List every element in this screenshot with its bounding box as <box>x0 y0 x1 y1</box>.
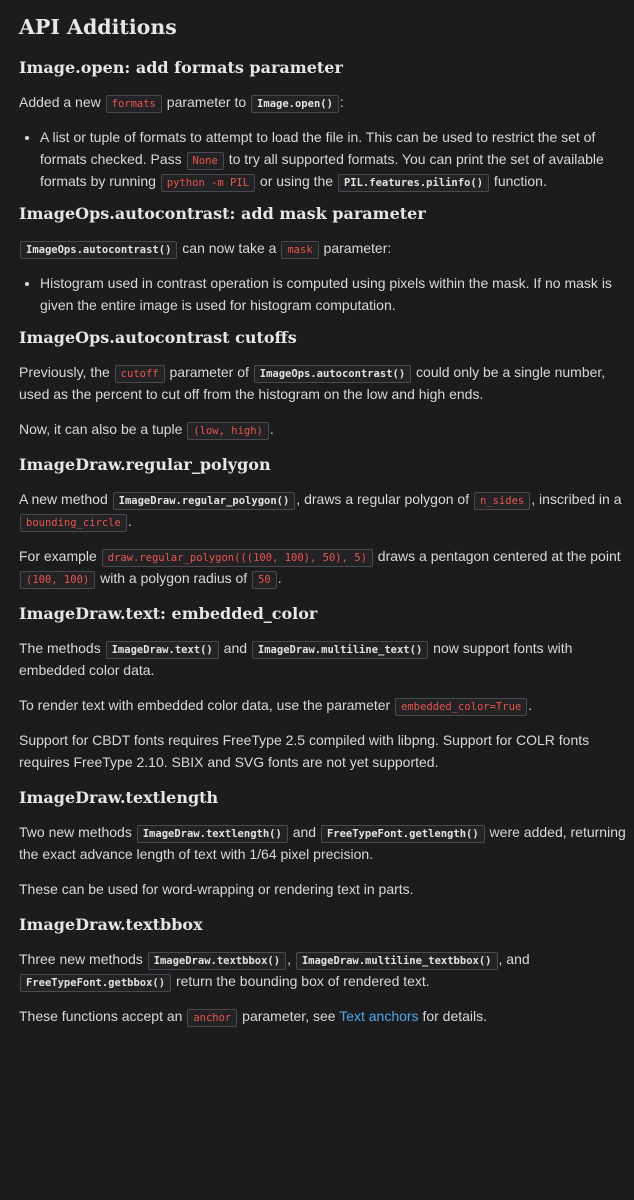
code-bounding-circle: bounding_circle <box>20 514 127 532</box>
paragraph: Now, it can also be a tuple (low, high) . <box>19 418 626 440</box>
code-textbbox[interactable]: ImageDraw.textbbox() <box>148 952 286 970</box>
paragraph: The methods ImageDraw.text() and ImageDraw.multiline_text() now support fonts with embedded color data. <box>19 640 573 678</box>
list-item: • A list or tuple of formats to attempt to load the file in. This can be used to restrict the set of formats checked. Pass None to try all supported formats. You can print the set of available formats by running python -m PIL or using the PIL.features.pilinfo() function. <box>40 126 626 192</box>
paragraph: Two new methods ImageDraw.textlength() and FreeTypeFont.getlength() were added, returning the exact advance length of text with 1/64 pixel precision. <box>19 824 626 862</box>
code-n-sides: n_sides <box>474 492 530 510</box>
section-heading: ImageDraw.regular_polygon <box>19 455 271 474</box>
code-autocontrast[interactable]: ImageOps.autocontrast() <box>254 365 411 383</box>
code-textlength[interactable]: ImageDraw.textlength() <box>137 825 288 843</box>
paragraph: To render text with embedded color data, use the parameter embedded_color=True . <box>19 694 626 716</box>
paragraph: Support for CBDT fonts requires FreeType 2.5 compiled with libpng. Support for COLR fonts requires FreeType 2.10. SBIX and SVG fonts are not yet supported. <box>19 732 590 770</box>
section-heading: ImageDraw.textbbox <box>19 915 203 934</box>
code-none: None <box>187 152 224 170</box>
code-autocontrast[interactable]: ImageOps.autocontrast() <box>20 241 177 259</box>
paragraph: These functions accept an anchor parameter, see Text anchors for details. <box>19 1005 626 1027</box>
paragraph: Added a new formats parameter to Image.open() : <box>19 91 626 113</box>
code-python-m-pil: python -m PIL <box>161 174 255 192</box>
code-multiline-textbbox[interactable]: ImageDraw.multiline_textbbox() <box>296 952 498 970</box>
section-heading: ImageOps.autocontrast: add mask parameter <box>19 204 426 223</box>
section-heading: ImageOps.autocontrast cutoffs <box>19 328 297 347</box>
bullet-list <box>19 126 626 192</box>
page-title: API Additions <box>19 15 177 39</box>
section-autocontrast-cutoffs <box>19 326 626 440</box>
code-multiline-text[interactable]: ImageDraw.multiline_text() <box>252 641 428 659</box>
code-center-point: (100, 100) <box>20 571 95 589</box>
code-image-open[interactable]: Image.open() <box>251 95 339 113</box>
list-item: • Histogram used in contrast operation is computed using pixels within the mask. If no mask is given the entire image is used for histogram computation. <box>40 272 626 316</box>
paragraph: Three new methods ImageDraw.textbbox() , ImageDraw.multiline_textbbox() , and FreeTypeFont.getbbox() return the bounding box of rendered text. <box>19 948 626 992</box>
section-heading: ImageDraw.text: embedded_color <box>19 604 318 623</box>
paragraph: For example draw.regular_polygon(((100, 100), 50), 5) draws a pentagon centered at the point (100, 100) with a polygon radius of 50 . <box>19 545 626 589</box>
section-image-open <box>19 56 626 192</box>
section-autocontrast-mask <box>19 202 626 316</box>
bullet-list <box>19 272 626 316</box>
code-anchor: anchor <box>187 1009 237 1027</box>
section-heading: Image.open: add formats parameter <box>19 58 343 77</box>
paragraph: These can be used for word-wrapping or rendering text in parts. <box>19 881 414 897</box>
section-textlength <box>19 786 626 900</box>
section-textbbox <box>19 913 626 1027</box>
section-embedded-color <box>19 602 626 773</box>
code-example-call: draw.regular_polygon(((100, 100), 50), 5) <box>102 549 373 567</box>
code-pilinfo[interactable]: PIL.features.pilinfo() <box>338 174 489 192</box>
code-mask: mask <box>281 241 318 259</box>
paragraph: A new method ImageDraw.regular_polygon() , draws a regular polygon of n_sides , inscribed in a bounding_circle . <box>19 488 626 532</box>
code-regular-polygon[interactable]: ImageDraw.regular_polygon() <box>113 492 296 510</box>
code-embedded-color-true: embedded_color=True <box>395 698 527 716</box>
code-radius: 50 <box>252 571 277 589</box>
code-getbbox[interactable]: FreeTypeFont.getbbox() <box>20 974 171 992</box>
paragraph: ImageOps.autocontrast() can now take a mask parameter: <box>19 237 626 259</box>
section-heading: ImageDraw.textlength <box>19 788 219 807</box>
paragraph: Previously, the cutoff parameter of ImageOps.autocontrast() could only be a single number, used as the percent to cut off from the histogram on the low and high ends. <box>19 364 606 402</box>
code-low-high: (low, high) <box>187 422 269 440</box>
section-regular-polygon <box>19 453 626 589</box>
text-anchors-link[interactable]: Text anchors <box>339 1008 419 1024</box>
code-formats: formats <box>106 95 162 113</box>
code-draw-text[interactable]: ImageDraw.text() <box>106 641 219 659</box>
code-getlength[interactable]: FreeTypeFont.getlength() <box>321 825 485 843</box>
code-cutoff: cutoff <box>115 365 165 383</box>
